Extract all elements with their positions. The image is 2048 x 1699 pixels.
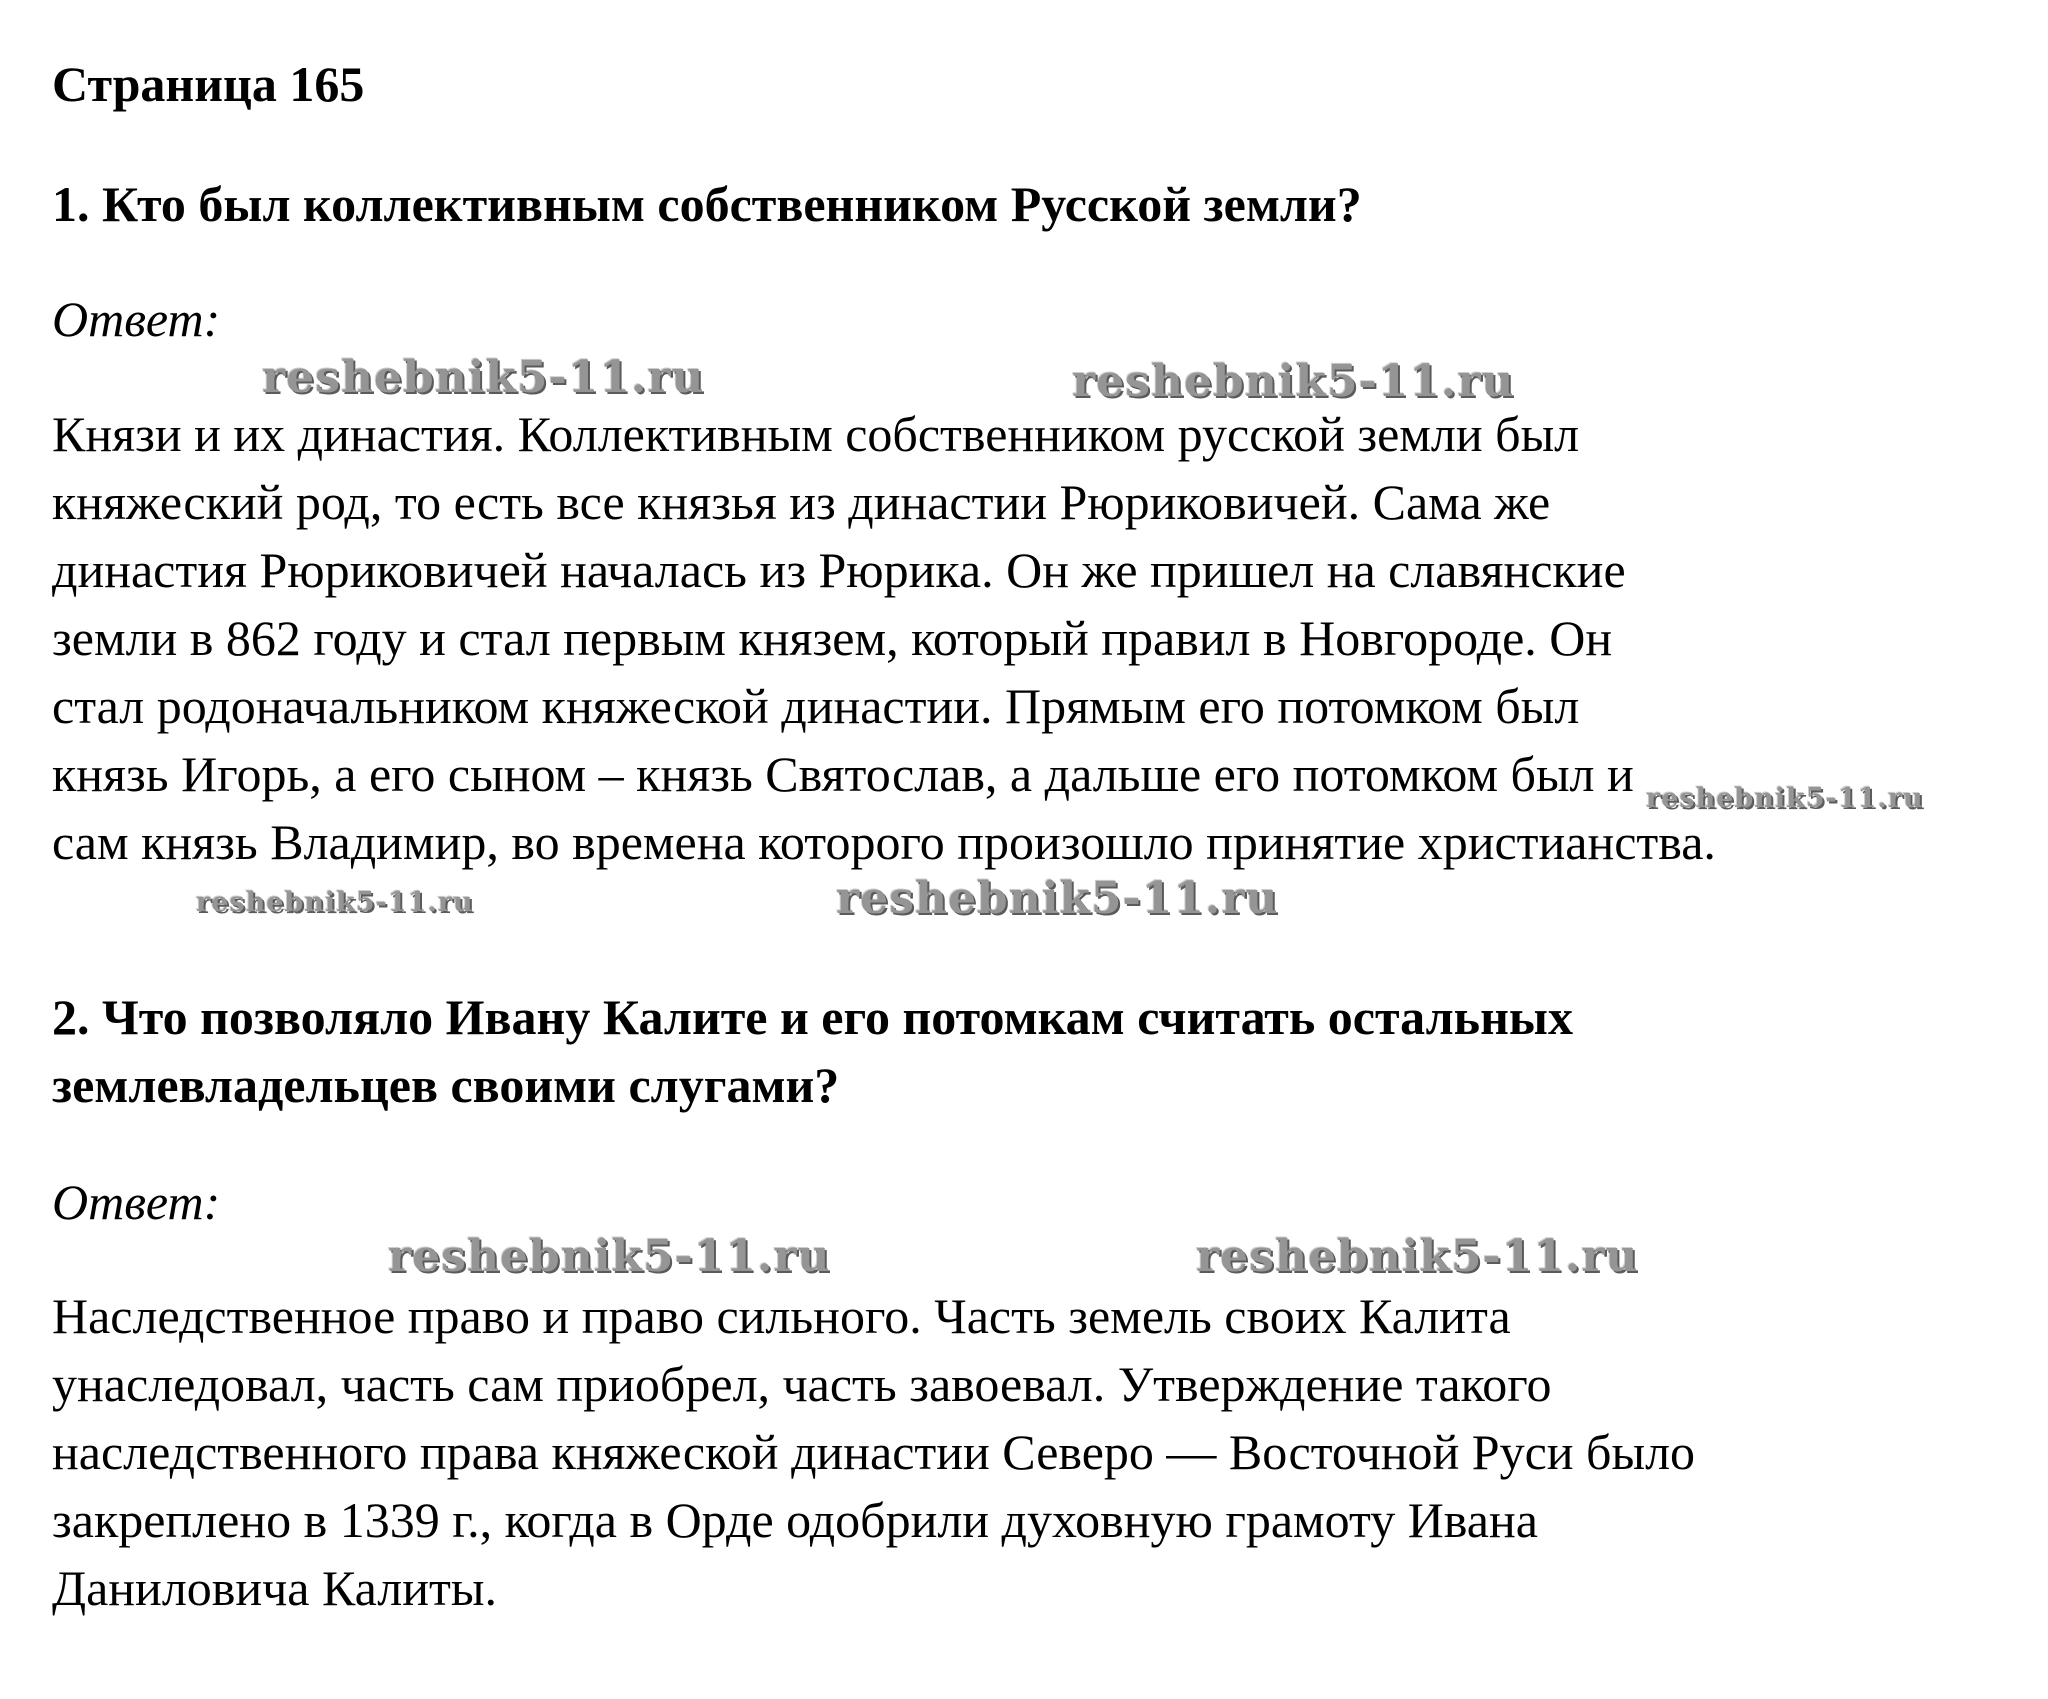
answer-line: наследственного права княжеской династии Северо — Восточной Руси было [52,1424,1696,1480]
watermark: reshebnik5-11.ru [388,1231,831,1282]
watermark: reshebnik5-11.ru [1196,1231,1639,1282]
question-heading-line: землевладельцев своими слугами? [52,1057,840,1113]
answer-line: княжеский род, то есть все князья из династии Рюриковичей. Сама же [52,474,1551,530]
question-heading-line: 2. Что позволяло Ивану Калите и его потомкам считать остальных [52,989,1573,1045]
answer-2-text [52,1282,2032,1622]
answer-line: Наследственное право и право сильного. Часть земель своих Калита [52,1288,1511,1344]
answer-line: закреплено в 1339 г., когда в Орде одобрили духовную грамоту Ивана [52,1492,1538,1548]
question-2-heading [52,983,1573,1119]
watermark: reshebnik5-11.ru [1646,783,1924,814]
page-title: Страница 165 [52,56,365,112]
answer-line: династия Рюриковичей началась из Рюрика. Он же пришел на славянские [52,542,1626,598]
answer-2-label: Ответ: [52,1174,221,1230]
answer-line: унаследовал, часть сам приобрел, часть завоевал. Утверждение такого [52,1356,1552,1412]
watermark: reshebnik5-11.ru [836,873,1279,924]
watermark: reshebnik5-11.ru [262,352,705,403]
answer-line: Даниловича Калиты. [52,1560,497,1616]
answer-line: князь Игорь, а его сыном – князь Святослав, а дальше его потомком был и [52,746,1634,802]
question-heading-line: 1. Кто был коллективным собственником Русской земли? [52,176,1362,232]
answer-1-label: Ответ: [52,291,221,347]
question-1-heading [52,170,1362,238]
answer-line: земли в 862 году и стал первым князем, который правил в Новгороде. Он [52,610,1613,666]
watermark: reshebnik5-11.ru [196,887,474,918]
watermark: reshebnik5-11.ru [1072,356,1515,407]
answer-line: стал родоначальником княжеской династии. Прямым его потомком был [52,678,1580,734]
answer-line: сам князь Владимир, во времена которого произошло принятие христианства. [52,814,1716,870]
answer-line: Князи и их династия. Коллективным собственником русской земли был [52,406,1580,462]
